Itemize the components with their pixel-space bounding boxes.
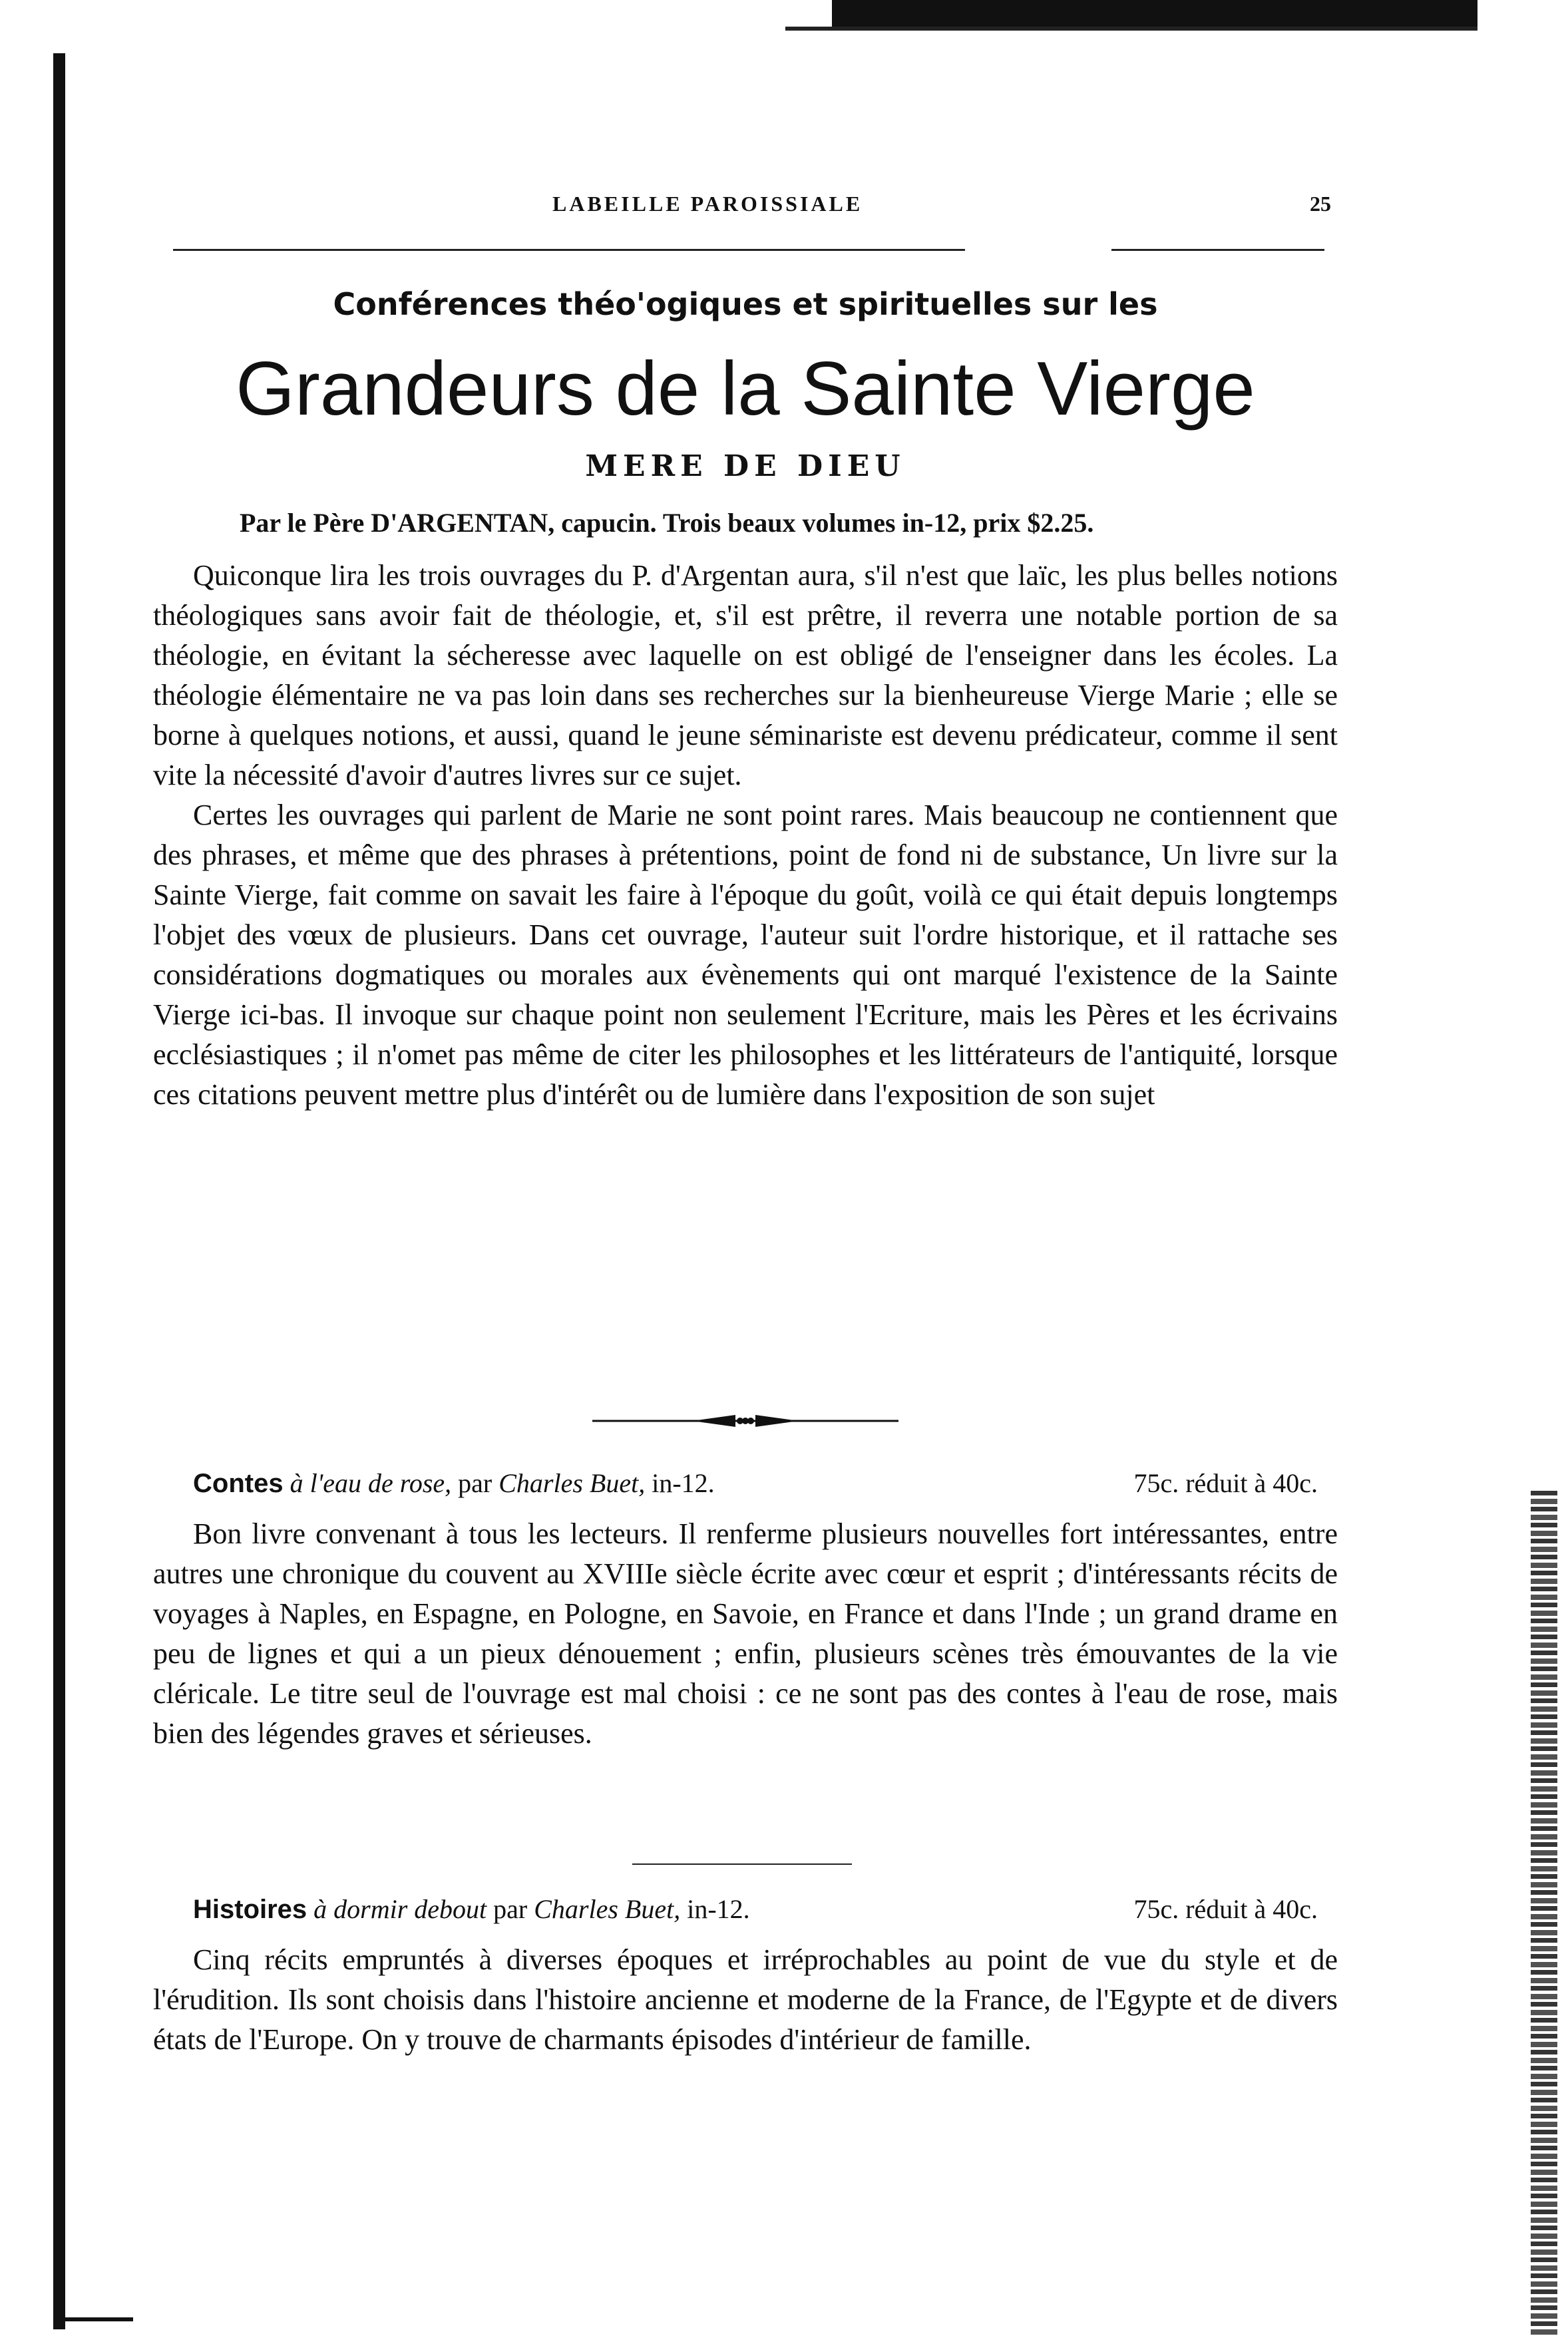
running-head-title: LABEILLE PAROISSIALE (552, 192, 863, 216)
book-heading-1 (193, 1467, 1338, 1501)
advert-body (153, 556, 1338, 1115)
advert-paragraph-2: Certes les ouvrages qui parlent de Marie ne sont point rares. Mais beaucoup ne contiennent que des phrases, et même que des phrases à prétentions, point de fond ni de substance, Un livre sur la Sainte Vierge, fait comme on savait les faire à l'époque du goût, voilà ce qui était depuis longtemps l'objet des vœux de plusieurs. Dans cet ouvrage, l'auteur suit l'ordre historique, et il rattache ses considérations dogmatiques ou morales aux évènements qui ont marqué l'existence de la Sainte Vierge ici-bas. Il invoque sur chaque point non seulement l'Ecriture, mais les Pères et les écrivains ecclésiastiques ; il n'omet pas même de citer les philosophes et les littérateurs de l'antiquité, lorsque ces citations peuvent mettre plus d'intérêt ou de lumière dans l'exposition de son sujet (153, 799, 1338, 1111)
advert-intro: Conférences théo'ogiques et spirituelles sur les (333, 286, 1158, 322)
head-rule-right (1111, 249, 1324, 251)
advert-subtitle: MERE DE DIEU (585, 449, 906, 483)
book-format: in-12. (687, 1894, 750, 1924)
book-description-1 (153, 1514, 1338, 1754)
book-format: in-12. (652, 1468, 715, 1498)
book-title: à dormir debout (313, 1894, 487, 1924)
book-description: Cinq récits empruntés à diverses époques et irréprochables au point de vue du style et de l'érudition. Ils sont choisis dans l'histoire ancienne et moderne de la France, de l'Egypte et de divers états de l'Europe. On y trouve de charmants épisodes d'intérieur de famille. (153, 1943, 1338, 2056)
scan-edge-right-noise (1531, 1491, 1557, 2336)
book-title: à l'eau de rose, (290, 1468, 452, 1498)
book-by: par (458, 1468, 492, 1498)
book-price: 75c. réduit à 40c. (1133, 1894, 1318, 1924)
book-price: 75c. réduit à 40c. (1133, 1468, 1318, 1498)
section-rule (632, 1863, 852, 1865)
running-head (153, 192, 1338, 225)
scan-edge-foot (53, 2317, 133, 2321)
book-description: Bon livre convenant à tous les lecteurs. Il renferme plusieurs nouvelles fort intéressantes, entre autres une chronique du couvent au XVIIIe siècle écrite avec cœur et esprit ; d'intéressants récits de voyages à Naples, en Espagne, en Pologne, en Savoie, en France et dans l'Inde ; un grand drame en peu de lignes et qui a un pieux dénouement ; enfin, plusieurs scènes très émouvantes de la vie cléricale. Le titre seul de l'ouvrage est mal choisi : ce ne sont pas des contes à l'eau de rose, mais bien des légendes graves et sérieuses. (153, 1517, 1338, 1750)
scan-edge-top (832, 0, 1477, 28)
ornament-divider (592, 1411, 898, 1431)
advert-paragraph-1: Quiconque lira les trois ouvrages du P. d'Argentan aura, s'il n'est que laïc, les plus belles notions théologiques sans avoir fait de théologie, et, s'il est prêtre, il reverra une notable portion de sa théologie, en évitant la sécheresse avec laquelle on est obligé de l'enseigner dans les écoles. La théologie élémentaire ne va pas loin dans ses recherches sur la bienheureuse Vierge Marie ; elle se borne à quelques notions, et aussi, quand le jeune séminariste est devenu prédicateur, comme il sent vite la nécessité d'avoir d'autres livres sur ce sujet. (153, 559, 1338, 791)
page (153, 180, 1338, 2176)
book-label: Contes (193, 1469, 284, 1498)
book-heading-2 (193, 1893, 1338, 1927)
page-number: 25 (1310, 192, 1331, 216)
scan-edge-top-line (785, 27, 1477, 31)
book-author: Charles Buet, (534, 1894, 681, 1924)
head-rule-left (173, 249, 965, 251)
book-by: par (493, 1894, 528, 1924)
book-label: Histoires (193, 1895, 307, 1924)
advert-title: Grandeurs de la Sainte Vierge (236, 347, 1255, 431)
scan-edge-left (53, 53, 65, 2329)
book-description-2 (153, 1940, 1338, 2060)
advert-byline: Par le Père D'ARGENTAN, capucin. Trois beaux volumes in-12, prix $2.25. (240, 508, 1094, 538)
book-author: Charles Buet, (498, 1468, 646, 1498)
